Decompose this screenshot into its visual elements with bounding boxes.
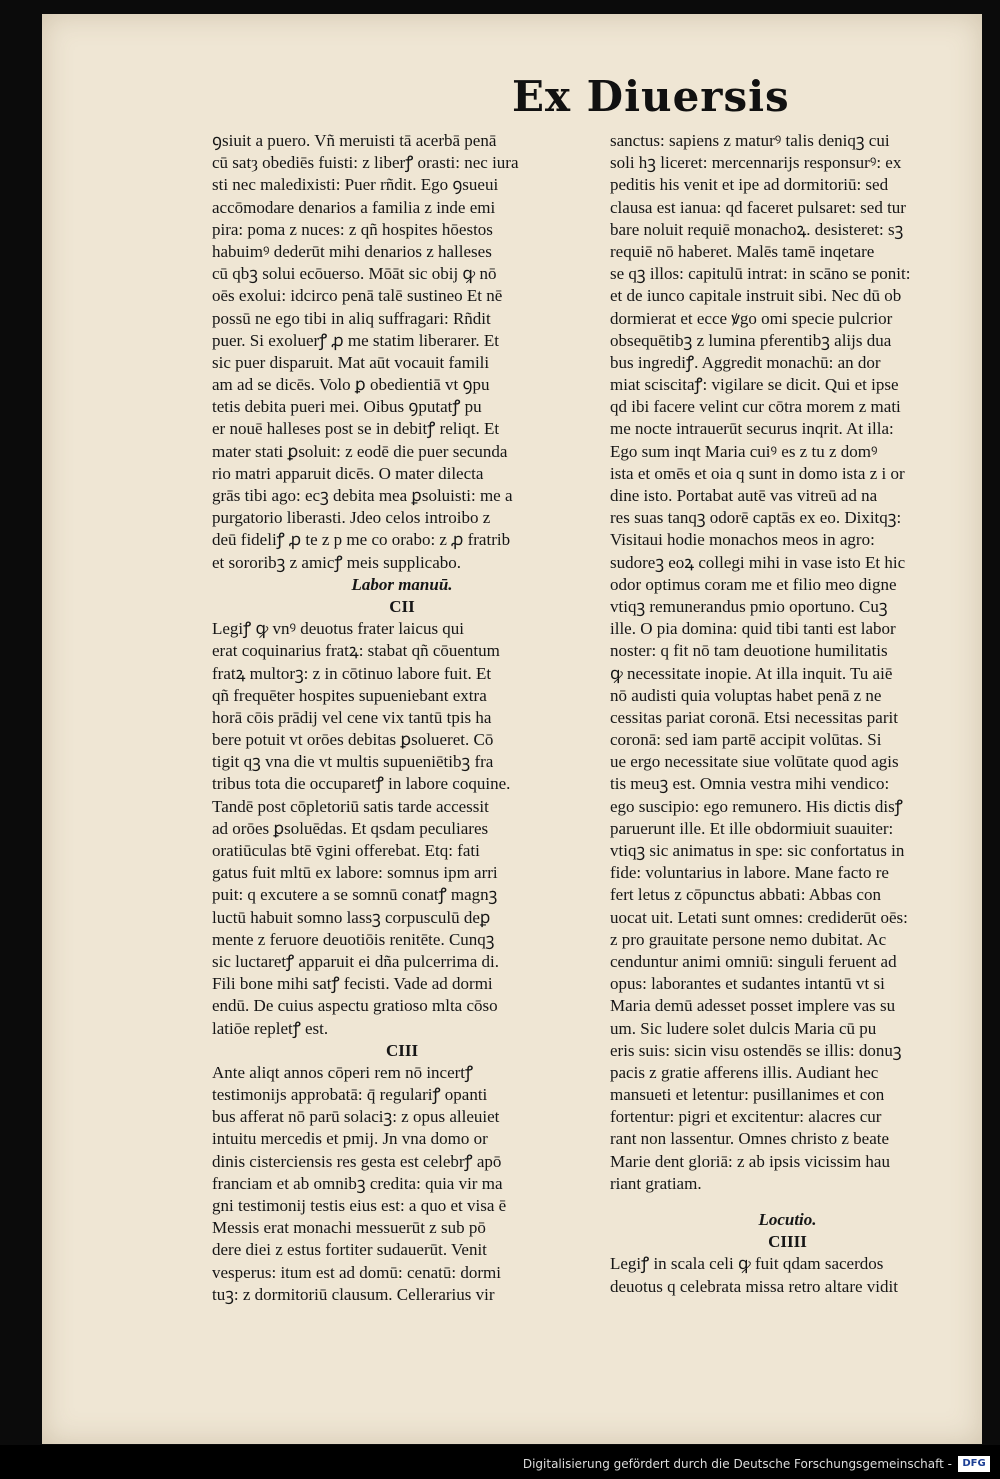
text-line: accōmodare denarios a familia z inde emi (212, 197, 496, 217)
text-line: riant gratiam. (610, 1173, 702, 1193)
text-line: Marie dent gloriā: z ab ipsis vicissim hau (610, 1151, 890, 1171)
text-line: Ego sum inqt Maria cuiꝰ es z tu z domꝰ (610, 441, 878, 461)
digitization-credit: Digitalisierung gefördert durch die Deutsche Forschungsgemeinschaft - (522, 1457, 952, 1471)
text-line: pira: poma z nuces: z qñ hospites hōestos (212, 219, 493, 239)
rubric-locutio: Locutio. (758, 1210, 817, 1229)
footer-bar (0, 1445, 1000, 1479)
chapter-heading-ciiii: CIIII (768, 1232, 807, 1252)
text-line: dine isto. Portabat autē vas vitreū ad na (610, 486, 878, 505)
left-text-column (212, 130, 592, 1306)
text-line: ꝙ necessitate inopie. At illa inquit. Tu aiē (610, 663, 893, 683)
text-line: fide: voluntarius in labore. Mane facto re (610, 863, 889, 883)
text-line: sic luctaretꝭ apparuit ei dña pulcerrima di. (212, 951, 500, 971)
right-paragraph-1 (610, 130, 965, 1195)
text-line: puer. Si exoluerꝭ ꝓ me statim liberarer. Et (212, 330, 499, 350)
chapter-heading-cii: CII (389, 596, 415, 616)
text-line: bus ingrediꝭ. Aggredit monachū: an dor (610, 352, 881, 372)
text-line: res suas tanqꝫ odorē captās ex eo. Dixitqꝫ: (610, 508, 902, 528)
text-line: z pro grauitate persone nemo dubitat. Ac (610, 929, 887, 949)
text-line: dormierat et ecce ꝟgo omi specie pulcrior (610, 308, 893, 328)
text-line: Visitaui hodie monachos meos in agro: (610, 530, 875, 550)
left-paragraph-3 (212, 1062, 592, 1306)
text-line: dinis cisterciensis res gesta est celebrꝭ apō (212, 1151, 502, 1171)
dfg-logo-icon: DFG (958, 1456, 990, 1472)
text-line: endū. De cuius aspectu gratioso mlta cōso (212, 996, 498, 1016)
text-line: obsequētibꝫ z lumina pferentibꝫ alijs dua (610, 330, 892, 350)
text-line: ego suscipio: ego remunero. His dictis disꝭ (610, 796, 903, 816)
text-line: peditis his venit et ipe ad dormitoriū: sed (610, 175, 889, 195)
text-line: oratiūculas btē v̄gini offerebat. Etq: fati (212, 841, 480, 860)
text-line: vesperus: itum est ad domū: cenatū: dormi (212, 1262, 501, 1282)
text-line: cū qbꝫ solui ecōuerso. Mōāt sic obij ꝙ nō (212, 264, 497, 284)
text-line: soli hꝫ liceret: mercennarijs responsurꝰ: ex (610, 153, 902, 173)
chapter-heading-ciii: CIII (385, 1040, 419, 1060)
text-line: ad orōes ꝑsoluēdas. Et qsdam peculiares (212, 818, 489, 838)
text-line: deū fideliꝭ ꝓ te z p me co orabo: z ꝓ fratrib (212, 530, 511, 550)
text-line: luctū habuit somno lassꝫ corpusculū deꝑ (212, 907, 491, 927)
text-line: cū satȝ obediēs fuisti: z liberꝭ orasti: nec iura (212, 153, 519, 173)
text-line: franciam et ab omnibꝫ credita: quia vir ma (212, 1173, 503, 1193)
text-line: deuotus q celebrata missa retro altare vidit (610, 1276, 898, 1296)
text-line: Tandē post cōpletoriū satis tarde accessit (212, 796, 489, 816)
text-line: sic puer disparuit. Mat aūt vocauit famili (212, 352, 490, 372)
text-line: ꝯsiuit a puero. Vñ meruisti tā acerbā penā (212, 131, 497, 150)
text-line: mente z feruore deuotiōis renitēte. Cunqꝫ (212, 929, 495, 949)
text-line: bus afferat nō parū solaciꝫ: z opus alleuiet (212, 1107, 500, 1127)
running-head: Ex Diuersis (512, 72, 790, 121)
text-line: purgatorio liberasti. Jdeo celos introibo z (212, 508, 491, 528)
text-line: cessitas pariat coronā. Etsi necessitas parit (610, 707, 898, 727)
text-line: sti nec maledixisti: Puer rñdit. Ego ꝯsueui (212, 175, 499, 195)
text-line: ille. O pia domina: quid tibi tanti est labor (610, 619, 896, 639)
text-line: noster: q fit nō tam deuotione humilitatis (610, 641, 888, 661)
text-line: et de iunco capitale instruit sibi. Nec dū ob (610, 286, 902, 306)
text-line: tis meuꝫ est. Omnia vestra mihi vendico: (610, 774, 890, 794)
text-line: puit: q excutere a se somnū conatꝭ magnꝫ (212, 885, 498, 905)
text-line: se qꝫ illos: capitulū intrat: in scāno se ponit: (610, 264, 911, 284)
text-line: grās tibi ago: ecꝫ debita mea ꝑsoluisti: me a (212, 486, 513, 505)
text-line: sanctus: sapiens z maturꝰ talis deniqꝫ cui (610, 131, 890, 150)
text-line: latiōe repletꝭ est. (212, 1018, 329, 1038)
text-line: mater stati ꝑsoluit: z eodē die puer secunda (212, 441, 508, 461)
text-line: gatus fuit mltū ex labore: somnus ipm arri (212, 863, 498, 883)
rubric-labor-manuum: Labor manuū. (351, 574, 453, 594)
text-line: pacis z gratie afferens illis. Audiant hec (610, 1062, 879, 1082)
text-line: fortentur: pigri et excitentur: alacres cur (610, 1107, 882, 1127)
text-line: et sororibꝫ z amicꝭ meis supplicabo. (212, 552, 462, 572)
text-line: dere diei z estus fortiter sudauerūt. Venit (212, 1240, 487, 1260)
text-line: intuitu mercedis et pmij. Jn vna domo or (212, 1129, 488, 1149)
text-line: Messis erat monachi messuerūt z sub pō (212, 1218, 486, 1238)
text-line: rant non lassentur. Omnes christo z beate (610, 1129, 890, 1149)
text-line: possū ne ego tibi in aliq suffragari: Rñdit (212, 308, 491, 328)
right-paragraph-2 (610, 1253, 965, 1297)
text-line: paruerunt ille. Et ille obdormiuit suauiter: (610, 818, 894, 838)
text-line: qd ibi facere velint cur cōtra morem z mati (610, 397, 901, 417)
text-line: eris suis: sicin visu ostendēs se illis: donuꝫ (610, 1040, 902, 1060)
text-line: um. Sic ludere solet dulcis Maria cū pu (610, 1018, 877, 1038)
text-line: miat sciscitaꝭ: vigilare se dicit. Qui et ipse (610, 375, 899, 395)
text-line: Maria demū adesset posset implere vas su (610, 996, 896, 1016)
text-line: fert letus z cōpunctus abbati: Abbas con (610, 885, 881, 905)
text-line: oēs exolui: idcirco penā talē sustineo Et nē (212, 286, 503, 306)
text-line: vtiqꝫ sic animatus in spe: sic confortatus in (610, 841, 905, 860)
text-line: tetis debita pueri mei. Oibus ꝯputatꝭ pu (212, 397, 482, 417)
text-line: mansueti et letentur: pusillanimes et con (610, 1085, 885, 1105)
text-line: erat coquinarius fratꝝ: stabat qñ cōuentum (212, 641, 500, 661)
text-line: nō audisti quia voluptas habet penā z ne (610, 685, 882, 705)
text-line: er nouē halleses post se in debitꝭ reliqt. Et (212, 419, 500, 439)
text-line: requiē nō haberet. Malēs tamē inqetare (610, 241, 875, 261)
text-line: qñ frequēter hospites supueniebant extra (212, 685, 487, 705)
left-paragraph-2 (212, 618, 592, 1040)
text-line: bere potuit vt orōes debitas ꝑsolueret. Cō (212, 730, 494, 750)
text-line: rio matri apparuit dicēs. O mater dilecta (212, 463, 484, 483)
text-line: sudoreꝫ eoꝝ collegi mihi in vase isto Et hic (610, 552, 906, 572)
text-line: am ad se dicēs. Volo ꝑ obedientiā vt ꝯpu (212, 375, 490, 395)
text-line: ista et omēs et oia q sunt in domo ista z i or (610, 463, 905, 483)
text-line: tuꝫ: z dormitoriū clausum. Cellerarius vir (212, 1284, 495, 1304)
text-line: horā cōis prādij vel cene vix tantū tpis ha (212, 707, 492, 727)
text-line: testimonijs approbatā: q̄ regulariꝭ opanti (212, 1085, 488, 1105)
text-line: Ante aliqt annos cōperi rem nō incertꝭ (212, 1062, 474, 1082)
text-line: bare noluit requiē monachoꝝ. desisteret: sꝫ (610, 219, 904, 239)
left-paragraph-1 (212, 130, 592, 574)
text-line: odor optimus coram me et filio meo digne (610, 574, 897, 594)
text-line: tribus tota die occuparetꝭ in labore coquine. (212, 774, 511, 794)
text-line: Fili bone mihi satꝭ fecisti. Vade ad dormi (212, 974, 493, 994)
text-line: coronā: sed iam partē accipit volūtas. Si (610, 730, 882, 750)
text-line: gni testimonij testis eius est: a quo et visa ē (212, 1196, 507, 1215)
text-line: Legiꝭ in scala celi ꝙ fuit qdam sacerdos (610, 1254, 884, 1274)
text-line: Legiꝭ ꝙ vnꝰ deuotus frater laicus qui (212, 619, 465, 639)
text-line: uocat uit. Letati sunt omnes: crediderūt oēs: (610, 907, 908, 927)
right-text-column (610, 130, 965, 1298)
text-line: habuimꝰ dederūt mihi denarios z halleses (212, 241, 492, 261)
text-line: clausa est ianua: qd faceret pulsaret: sed tur (610, 197, 906, 217)
text-line: me nocte intrauerūt securus inqrit. At illa: (610, 419, 894, 439)
text-line: ue ergo necessitate siue volūtate quod agis (610, 752, 899, 772)
text-line: fratꝝ multorꝫ: z in cōtinuo labore fuit. Et (212, 663, 492, 683)
text-line: opus: laborantes et sudantes intantū vt si (610, 974, 885, 994)
text-line: vtiqꝫ remunerandus pmio oportuno. Cuꝫ (610, 596, 888, 616)
text-line: tigit qꝫ vna die vt multis supueniētibꝫ fra (212, 752, 494, 772)
text-line: cenduntur animi omniū: singuli feruent ad (610, 951, 897, 971)
